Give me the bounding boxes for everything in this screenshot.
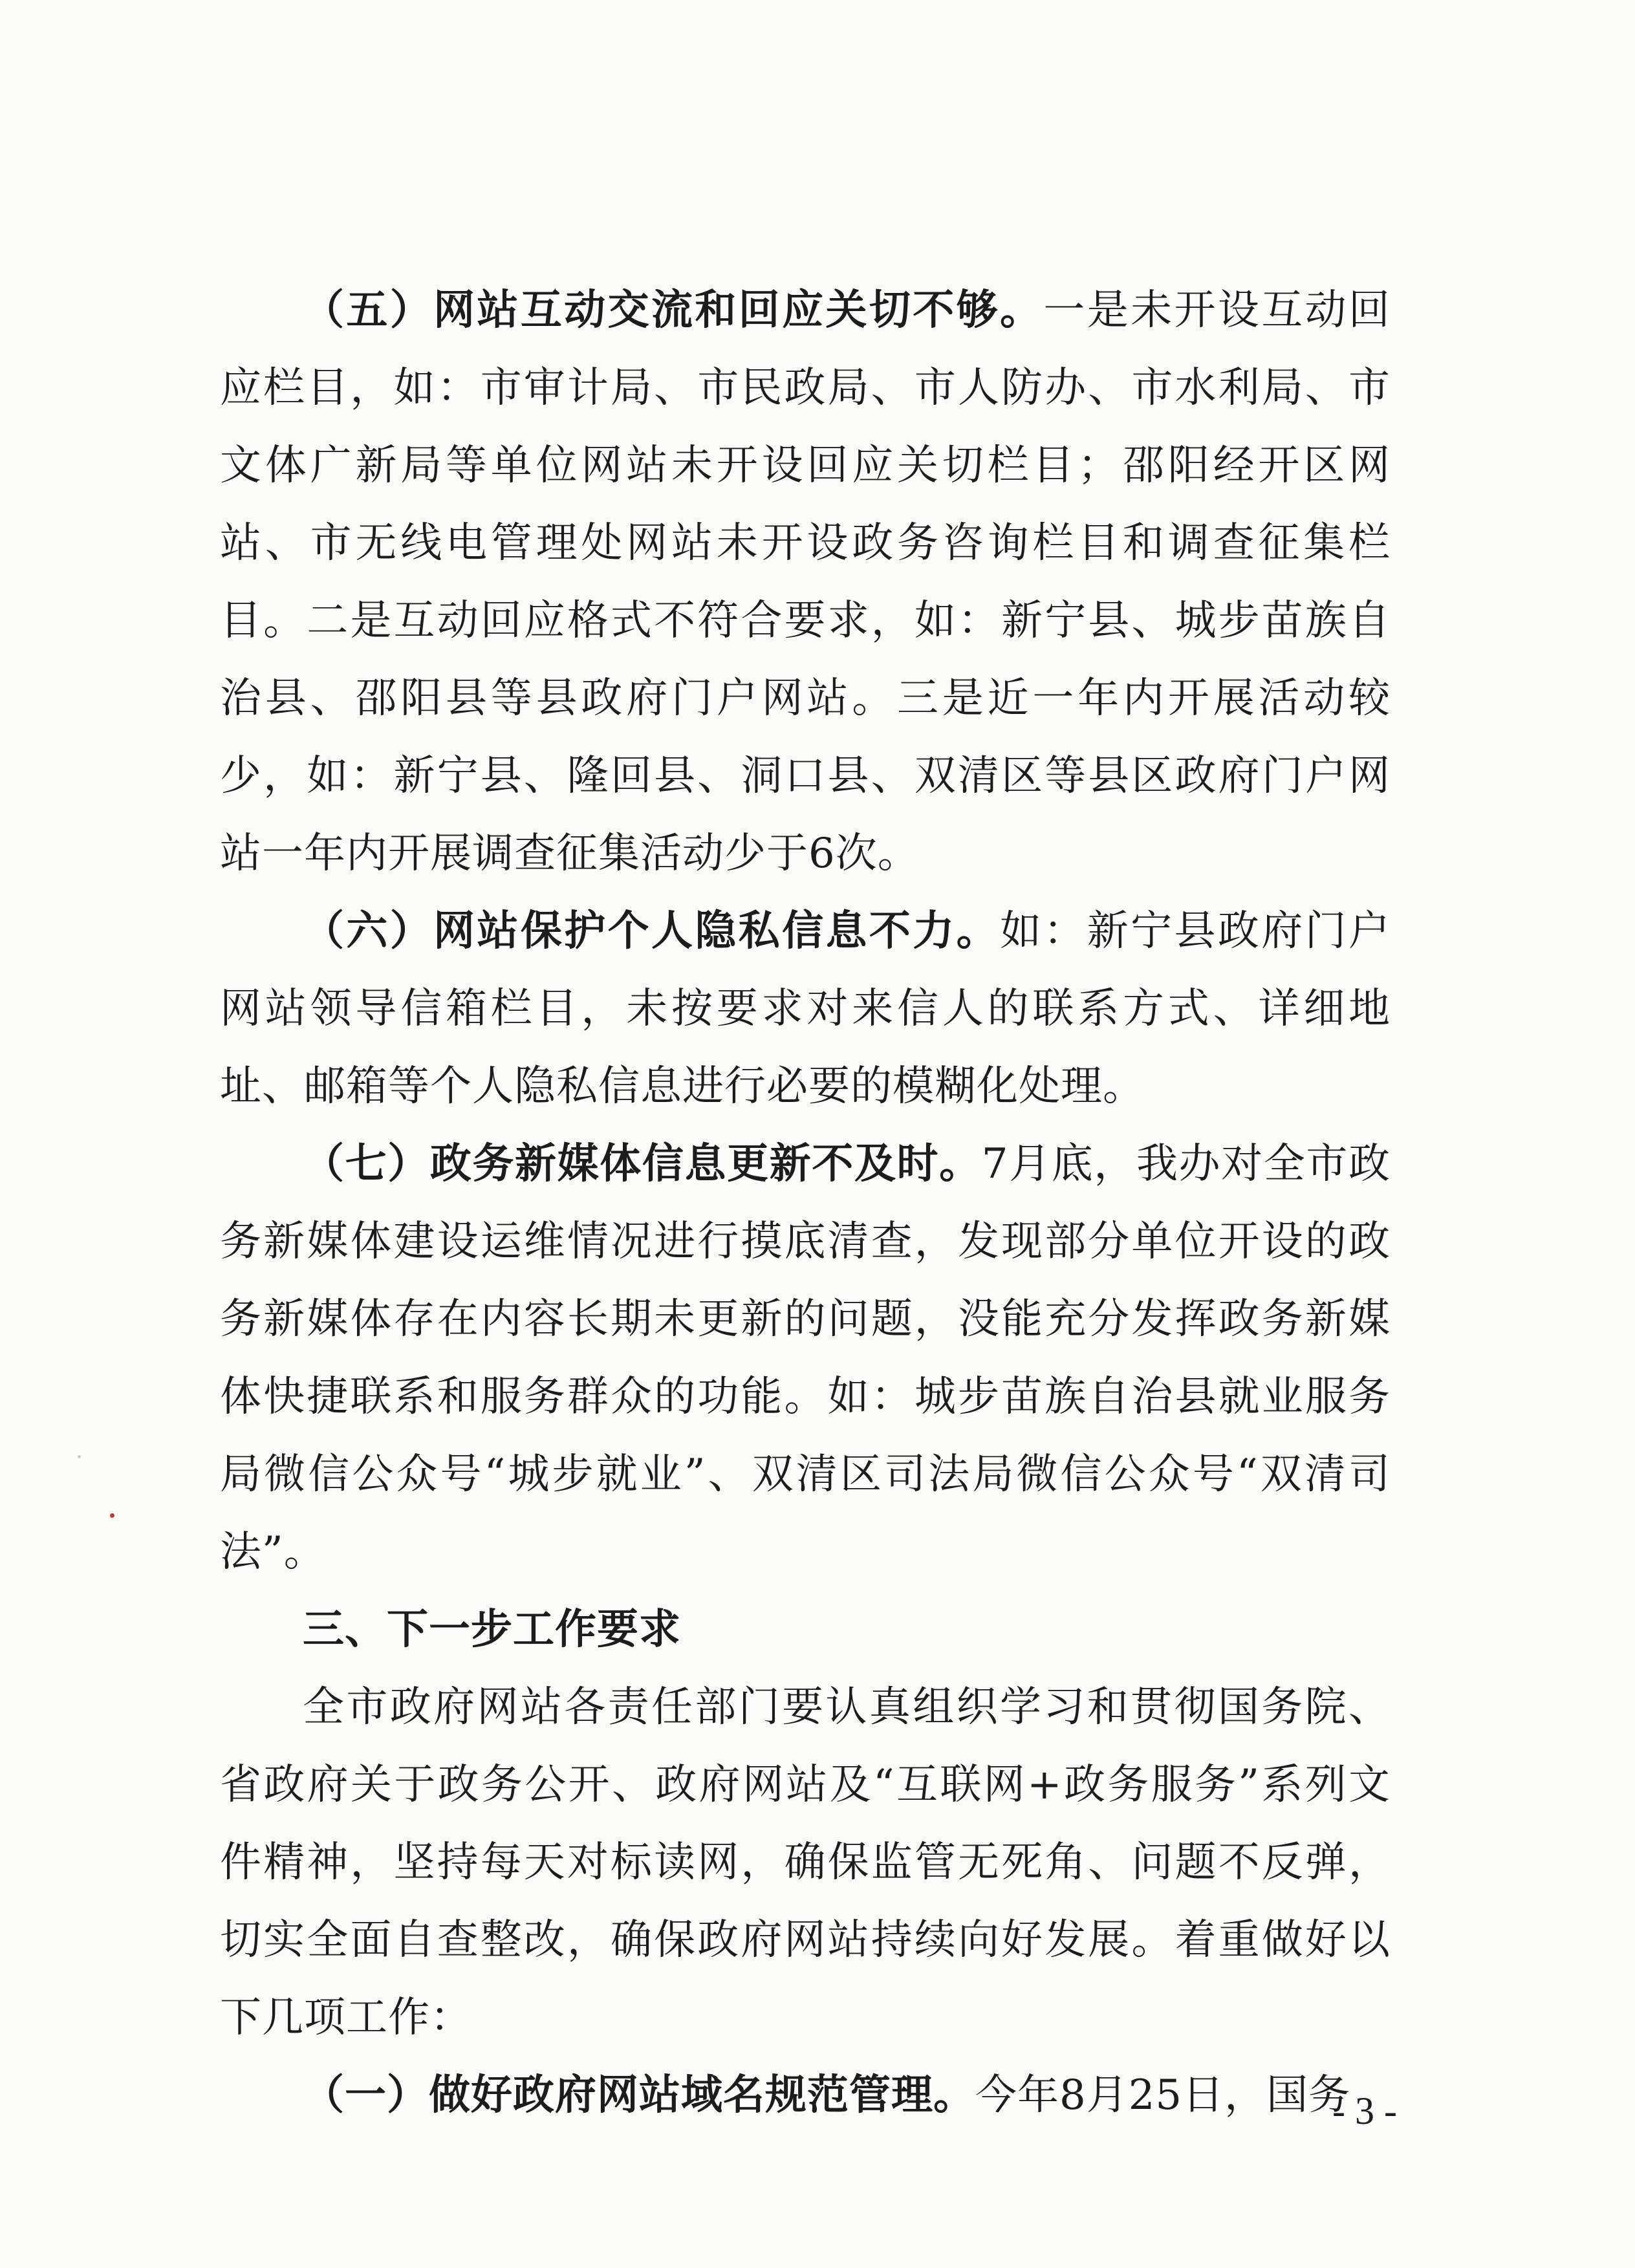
paragraph-lead: （六）网站保护个人隐私信息不力。 — [303, 907, 1000, 955]
paragraph-lead: （一）做好政府网站域名规范管理。 — [303, 2071, 975, 2119]
paragraph-lead: （七）政务新媒体信息更新不及时。 — [303, 1140, 982, 1188]
paragraph-privacy — [220, 892, 1391, 1125]
scan-speck — [78, 1455, 81, 1458]
scan-speck — [110, 1513, 114, 1518]
paragraph-text: 如：新宁县政府门户网站领导信箱栏目，未按要求对来信人的联系方式、详细地址、邮箱等个人隐私信息进行必要的模糊化处理。 — [220, 907, 1391, 1110]
paragraph-text: 一是未开设互动回应栏目，如：市审计局、市民政局、市人防办、市水利局、市文体广新局等单位网站未开设回应关切栏目；邵阳经开区网站、市无线电管理处网站未开设政务咨询栏目和调查征集栏目。二是互动回应格式不符合要求，如：新宁县、城步苗族自治县、邵阳县等县政府门户网站。三是近一年内开展活动较少，如：新宁县、隆回县、洞口县、双清区等县区政府门户网站一年内开展调查征集活动少于6次。 — [220, 286, 1391, 878]
page-number: - 3 - — [1332, 2090, 1397, 2132]
paragraph-requirements-intro — [220, 1669, 1391, 2057]
paragraph-new-media — [220, 1125, 1391, 1591]
section-heading: 三、下一步工作要求 — [303, 1606, 681, 1654]
paragraph-text: 全市政府网站各责任部门要认真组织学习和贯彻国务院、省政府关于政务公开、政府网站及“互联网+政务服务”系列文件精神，坚持每天对标读网，确保监管无死角、问题不反弹，切实全面自查整改，确保政府网站持续向好发展。着重做好以下几项工作： — [220, 1683, 1391, 2042]
paragraph-interaction — [220, 272, 1391, 892]
paragraph-lead: （五）网站互动交流和回应关切不够。 — [303, 286, 1044, 334]
paragraph-domain-management — [220, 2057, 1391, 2134]
paragraph-text: 今年8月25日，国务 — [975, 2071, 1351, 2119]
document-body — [220, 272, 1391, 2134]
paragraph-text: 7月底，我办对全市政务新媒体建设运维情况进行摸底清查，发现部分单位开设的政务新媒体存在内容长期未更新的问题，没能充分发挥政务新媒体快捷联系和服务群众的功能。如：城步苗族自治县就业服务局微信公众号“城步就业”、双清区司法局微信公众号“双清司法”。 — [220, 1140, 1391, 1576]
